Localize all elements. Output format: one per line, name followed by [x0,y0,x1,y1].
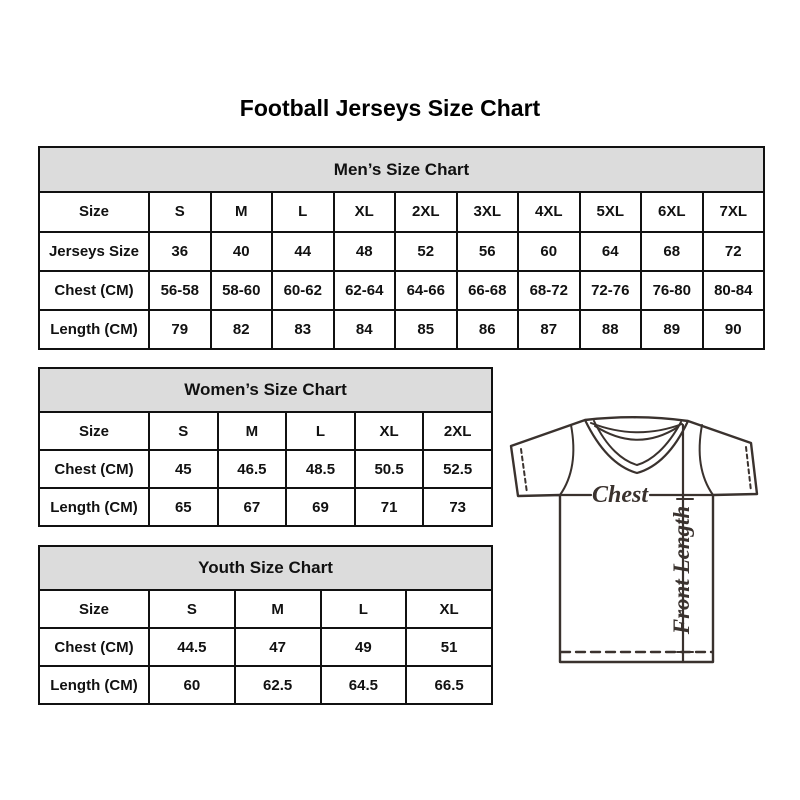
value-cell: 2XL [395,192,457,231]
value-cell: XL [334,192,396,231]
left-armhole-seam-icon [560,425,573,495]
youth-size-table [38,545,493,705]
value-cell: 73 [423,488,492,526]
value-cell: M [218,412,287,450]
jersey-outline-icon [511,417,757,662]
value-cell: L [286,412,355,450]
value-cell: 2XL [423,412,492,450]
value-cell: L [321,590,407,628]
value-cell: 60-62 [272,271,334,310]
value-cell: 69 [286,488,355,526]
table-title: Youth Size Chart [39,546,492,590]
jersey-measurement-diagram [503,408,771,666]
value-cell: 52 [395,232,457,271]
value-cell: 88 [580,310,642,349]
value-cell: 7XL [703,192,765,231]
row-label-cell: Size [39,412,149,450]
value-cell: 72 [703,232,765,271]
value-cell: 67 [218,488,287,526]
value-cell: 3XL [457,192,519,231]
left-cuff-dashed-line-icon [521,449,527,493]
value-cell: 64-66 [395,271,457,310]
right-cuff-dashed-line-icon [746,447,751,491]
row-label-cell: Jerseys Size [39,232,149,271]
value-cell: 86 [457,310,519,349]
value-cell: 76-80 [641,271,703,310]
front-length-label: Front Length [669,505,694,635]
value-cell: 50.5 [355,450,424,488]
value-cell: 85 [395,310,457,349]
chest-label: Chest [591,482,649,508]
value-cell: 56-58 [149,271,211,310]
value-cell: M [235,590,321,628]
jersey-diagram-icon [503,408,771,666]
page-title: Football Jerseys Size Chart [239,95,541,121]
value-cell: 48 [334,232,396,271]
value-cell: 36 [149,232,211,271]
value-cell: S [149,412,218,450]
value-cell: 66.5 [406,666,492,704]
value-cell: 52.5 [423,450,492,488]
value-cell: 65 [149,488,218,526]
value-cell: 48.5 [286,450,355,488]
value-cell: 90 [703,310,765,349]
value-cell: M [211,192,273,231]
value-cell: 62-64 [334,271,396,310]
womens-size-table [38,367,493,527]
value-cell: 79 [149,310,211,349]
value-cell: 82 [211,310,273,349]
value-cell: 64 [580,232,642,271]
value-cell: 60 [518,232,580,271]
value-cell: 68 [641,232,703,271]
value-cell: 84 [334,310,396,349]
value-cell: 51 [406,628,492,666]
value-cell: 47 [235,628,321,666]
value-cell: 68-72 [518,271,580,310]
value-cell: 45 [149,450,218,488]
row-label-cell: Chest (CM) [39,628,149,666]
value-cell: 5XL [580,192,642,231]
mens-size-table [38,146,765,350]
row-label-cell: Length (CM) [39,310,149,349]
value-cell: 44 [272,232,334,271]
row-label-cell: Chest (CM) [39,271,149,310]
value-cell: XL [355,412,424,450]
value-cell: 87 [518,310,580,349]
value-cell: 40 [211,232,273,271]
value-cell: 71 [355,488,424,526]
row-label-cell: Size [39,590,149,628]
row-label-cell: Size [39,192,149,231]
value-cell: 60 [149,666,235,704]
value-cell: 62.5 [235,666,321,704]
value-cell: S [149,192,211,231]
value-cell: 66-68 [457,271,519,310]
value-cell: 44.5 [149,628,235,666]
value-cell: 58-60 [211,271,273,310]
table-title: Men’s Size Chart [39,147,764,192]
value-cell: XL [406,590,492,628]
row-label-cell: Chest (CM) [39,450,149,488]
value-cell: 89 [641,310,703,349]
table-title: Women’s Size Chart [39,368,492,412]
value-cell: 46.5 [218,450,287,488]
value-cell: 83 [272,310,334,349]
value-cell: 80-84 [703,271,765,310]
value-cell: 49 [321,628,407,666]
row-label-cell: Length (CM) [39,666,149,704]
value-cell: 56 [457,232,519,271]
value-cell: 6XL [641,192,703,231]
value-cell: 4XL [518,192,580,231]
value-cell: 64.5 [321,666,407,704]
value-cell: S [149,590,235,628]
row-label-cell: Length (CM) [39,488,149,526]
value-cell: 72-76 [580,271,642,310]
value-cell: L [272,192,334,231]
right-armhole-seam-icon [700,425,713,495]
